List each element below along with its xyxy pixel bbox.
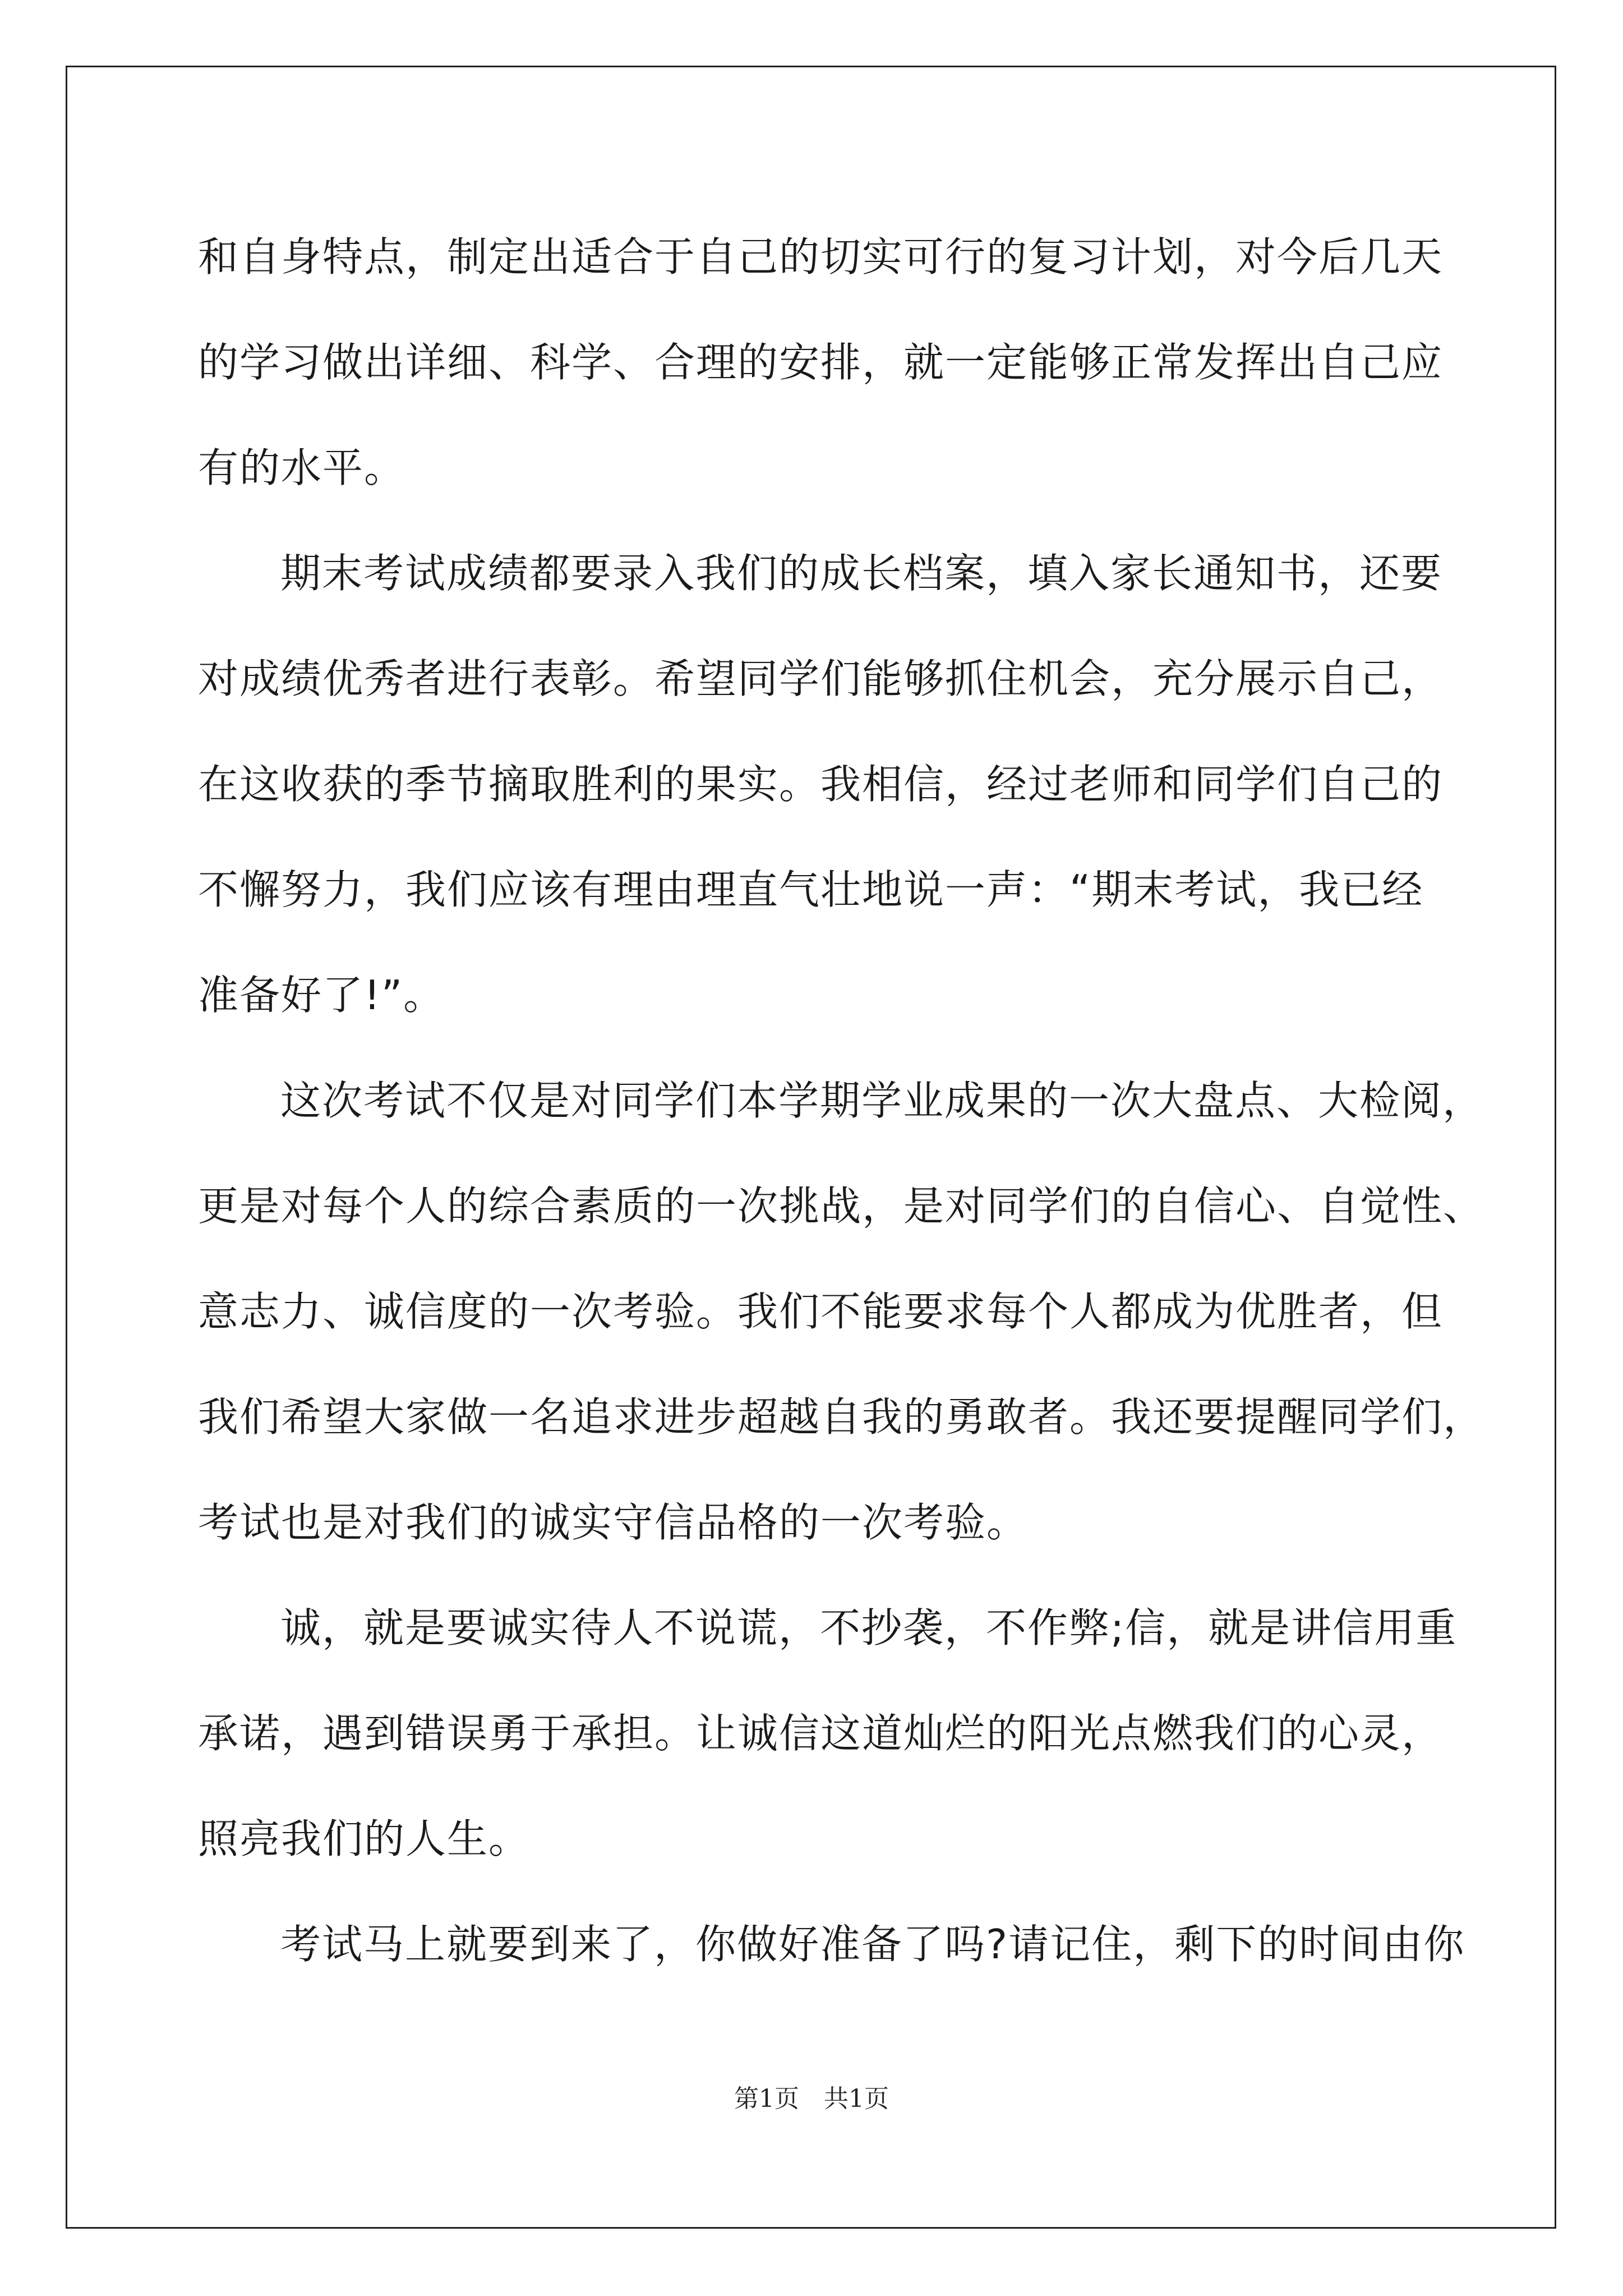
text-line: 和自身特点，制定出适合于自己的切实可行的复习计划，对今后几天: [198, 233, 1444, 280]
text-line: 对成绩优秀者进行表彰。希望同学们能够抓住机会，充分展示自己，: [198, 655, 1444, 702]
text-line: 考试马上就要到来了，你做好准备了吗?请记住，剩下的时间由你: [280, 1921, 1465, 1968]
text-line: 有的水平。: [198, 444, 406, 491]
text-line: 意志力、诚信度的一次考验。我们不能要求每个人都成为优胜者，但: [198, 1288, 1444, 1335]
text-line: 承诺，遇到错误勇于承担。让诚信这道灿烂的阳光点燃我们的心灵，: [198, 1710, 1444, 1757]
page-footer: 第1页 共1页: [734, 2085, 889, 2113]
text-line: 诚，就是要诚实待人不说谎，不抄袭，不作弊;信，就是讲信用重: [280, 1604, 1458, 1651]
text-line: 考试也是对我们的诚实守信品格的一次考验。: [198, 1499, 1029, 1546]
text-line: 准备好了!”。: [198, 972, 445, 1019]
text-line: 更是对每个人的综合素质的一次挑战，是对同学们的自信心、自觉性、: [198, 1182, 1485, 1230]
text-line: 这次考试不仅是对同学们本学期学业成果的一次大盘点、大检阅，: [280, 1077, 1484, 1124]
text-line: 我们希望大家做一名追求进步超越自我的勇敢者。我还要提醒同学们，: [198, 1393, 1485, 1441]
text-line: 在这收获的季节摘取胜利的果实。我相信，经过老师和同学们自己的: [198, 761, 1444, 808]
text-line: 不懈努力，我们应该有理由理直气壮地说一声：“期末考试，我已经: [198, 866, 1424, 913]
text-line: 的学习做出详细、科学、合理的安排，就一定能够正常发挥出自己应: [198, 339, 1444, 386]
text-line: 期末考试成绩都要录入我们的成长档案，填入家长通知书，还要: [280, 550, 1443, 597]
text-line: 照亮我们的人生。: [198, 1815, 531, 1862]
